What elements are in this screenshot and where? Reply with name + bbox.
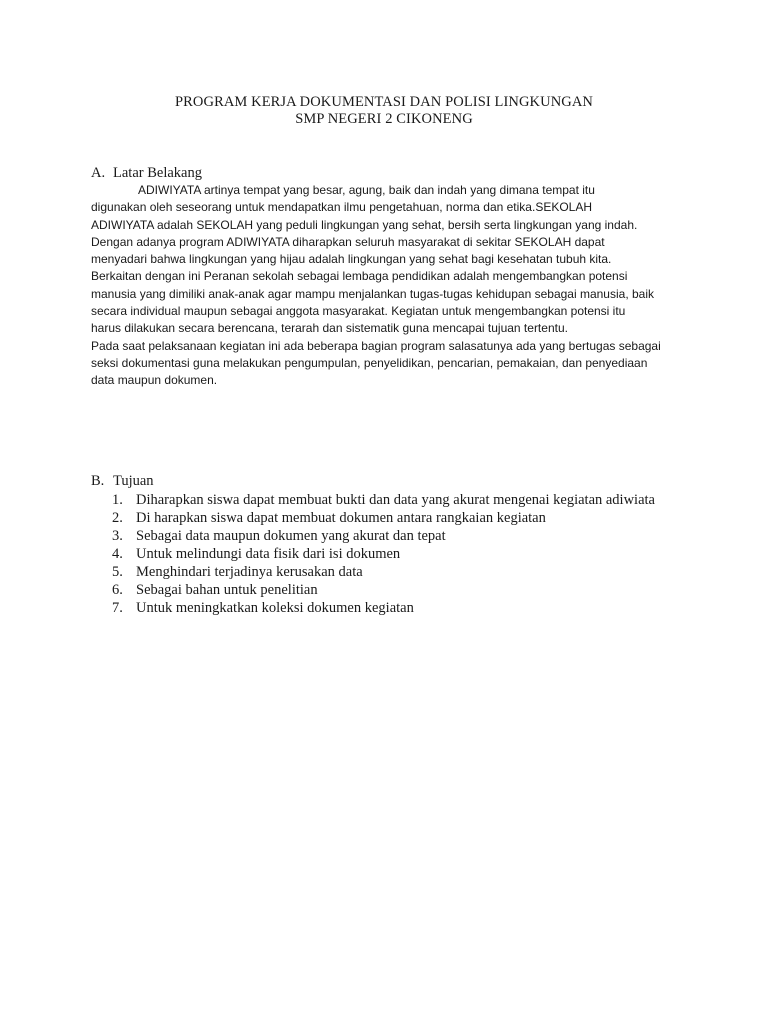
section-a-title: Latar Belakang (113, 165, 202, 181)
list-item (112, 581, 655, 599)
list-item-text: Untuk melindungi data fisik dari isi dokumen (136, 546, 401, 562)
paragraph-line: ADIWIYATA artinya tempat yang besar, agung, baik dan indah yang dimana tempat itu (138, 183, 595, 197)
list-item (112, 599, 655, 617)
list-item-text: Di harapkan siswa dapat membuat dokumen antara rangkaian kegiatan (136, 510, 546, 526)
list-item-text: Diharapkan siswa dapat membuat bukti dan data yang akurat mengenai kegiatan adiwiata (136, 492, 655, 508)
title-line-2: SMP NEGERI 2 CIKONENG (295, 111, 473, 127)
section-b-heading (91, 473, 154, 490)
paragraph-line: secara individual maupun sebagai anggota masyarakat. Kegiatan untuk mengembangkan potensi itu (91, 304, 626, 319)
list-item (112, 491, 655, 509)
list-item (112, 509, 655, 527)
list-item-text: Untuk meningkatkan koleksi dokumen kegiatan (136, 600, 414, 616)
section-b-letter: B. (91, 473, 105, 489)
section-a-letter: A. (91, 165, 106, 181)
section-a-heading (91, 165, 202, 182)
list-item (112, 545, 655, 563)
paragraph-line: Pada saat pelaksanaan kegiatan ini ada beberapa bagian program salasatunya ada yang bertugas sebagai (91, 338, 661, 353)
list-item-text: Sebagai bahan untuk penelitian (136, 582, 318, 598)
tujuan-list (112, 491, 655, 617)
list-item-number: 3. (112, 528, 123, 544)
list-item (112, 563, 655, 581)
list-item-number: 5. (112, 564, 123, 580)
list-item-number: 6. (112, 582, 123, 598)
paragraph-line: digunakan oleh seseorang untuk mendapatkan ilmu pengetahuan, norma dan etika.SEKOLAH (91, 200, 593, 215)
document-title (0, 94, 768, 128)
list-item-number: 7. (112, 600, 123, 616)
list-item-number: 4. (112, 546, 123, 562)
paragraph-line: Berkaitan dengan ini Peranan sekolah sebagai lembaga pendidikan adalah mengembangkan potensi (91, 269, 628, 284)
list-item-number: 1. (112, 492, 123, 508)
paragraph-line: manusia yang dimiliki anak-anak agar mampu menjalankan tugas-tugas kehidupan sebagai manusia, baik (91, 286, 654, 301)
title-line-1: PROGRAM KERJA DOKUMENTASI DAN POLISI LINGKUNGAN (174, 94, 593, 110)
list-item-text: Sebagai data maupun dokumen yang akurat dan tepat (136, 528, 446, 544)
paragraph-line: data maupun dokumen. (91, 373, 218, 388)
paragraph-line: harus dilakukan secara berencana, terarah dan sistematik guna mencapai tujuan tertentu. (91, 321, 568, 336)
list-item-text: Menghindari terjadinya kerusakan data (136, 564, 363, 580)
paragraph-line: menyadari bahwa lingkungan yang hijau adalah lingkungan yang sehat bagi kesehatan tubuh kita. (91, 252, 612, 267)
paragraph-line: seksi dokumentasi guna melakukan pengumpulan, penyelidikan, pencarian, pemakaian, dan penyediaan (91, 355, 648, 370)
section-b-title: Tujuan (113, 473, 154, 489)
list-item (112, 527, 655, 545)
list-item-number: 2. (112, 510, 123, 526)
paragraph-line: ADIWIYATA adalah SEKOLAH yang peduli lingkungan yang sehat, bersih serta lingkungan yang indah. (91, 217, 638, 232)
paragraph-line: Dengan adanya program ADIWIYATA diharapkan seluruh masyarakat di sekitar SEKOLAH dapat (91, 234, 605, 249)
section-a-paragraph (91, 182, 691, 390)
